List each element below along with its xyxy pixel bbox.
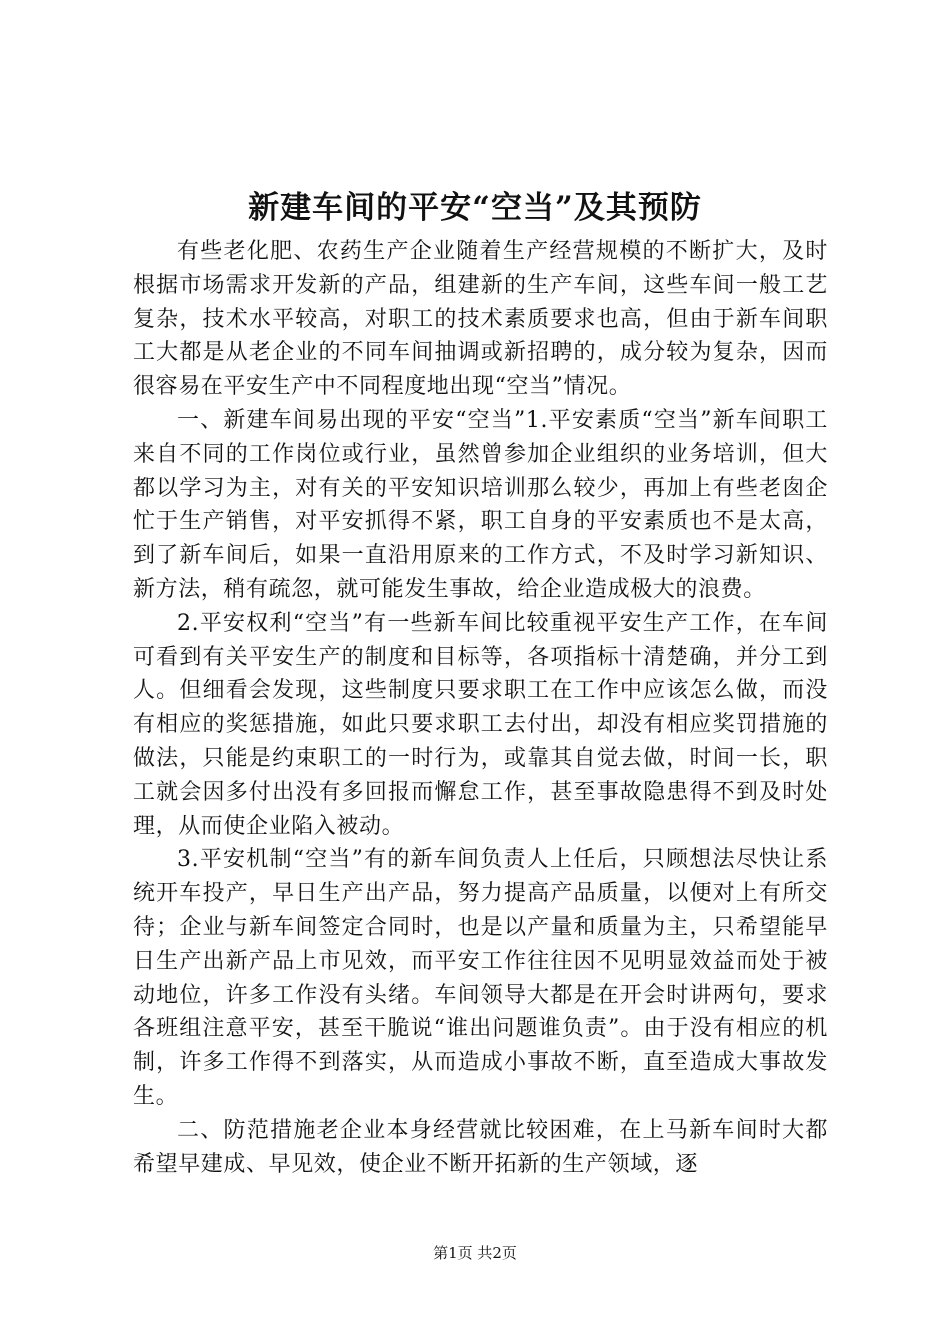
document-title: 新建车间的平安“空当”及其预防 [248,190,702,226]
page-footer: 第1页 共2页 [433,1244,517,1262]
document-body [133,235,828,1181]
paragraph: 2.平安权利“空当”有一些新车间比较重视平安生产工作，在车间可看到有关平安生产的制度和目标等，各项指标十清楚确，并分工到人。但细看会发现，这些制度只要求职工在工作中应该怎么做，而没有相应的奖惩措施，如此只要求职工去付出，却没有相应奖罚措施的做法，只能是约束职工的一时行为，或靠其自觉去做，时间一长，职工就会因多付出没有多回报而懈怠工作，甚至事故隐患得不到及时处理，从而使企业陷入被动。 [133,610,828,839]
paragraph: 3.平安机制“空当”有的新车间负责人上任后，只顾想法尽快让系统开车投产，早日生产出产品，努力提高产品质量，以便对上有所交待；企业与新车间签定合同时，也是以产量和质量为主，只希望能早日生产出新产品上市见效，而平安工作往往因不见明显效益而处于被动地位，许多工作没有头绪。车间领导大都是在开会时讲两句，要求各班组注意平安，甚至干脆说“谁出问题谁负责”。由于没有相应的机制，许多工作得不到落实，从而造成小事故不断，直至造成大事故发生。 [133,847,828,1109]
paragraph: 有些老化肥、农药生产企业随着生产经营规模的不断扩大，及时根据市场需求开发新的产品，组建新的生产车间，这些车间一般工艺复杂，技术水平较高，对职工的技术素质要求也高，但由于新车间职工大都是从老企业的不同车间抽调或新招聘的，成分较为复杂，因而很容易在平安生产中不同程度地出现“空当”情况。 [133,239,828,400]
paragraph: 二、防范措施老企业本身经营就比较困难，在上马新车间时大都希望早建成、早见效，使企业不断开拓新的生产领域，逐 [133,1117,828,1177]
paragraph: 一、新建车间易出现的平安“空当”1.平安素质“空当”新车间职工来自不同的工作岗位或行业，虽然曾参加企业组织的业务培训，但大都以学习为主，对有关的平安知识培训那么较少，再加上有些老囱企忙于生产销售，对平安抓得不紧，职工自身的平安素质也不是太高，到了新车间后，如果一直沿用原来的工作方式，不及时学习新知识、新方法，稍有疏忽，就可能发生事故，给企业造成极大的浪费。 [133,407,828,602]
